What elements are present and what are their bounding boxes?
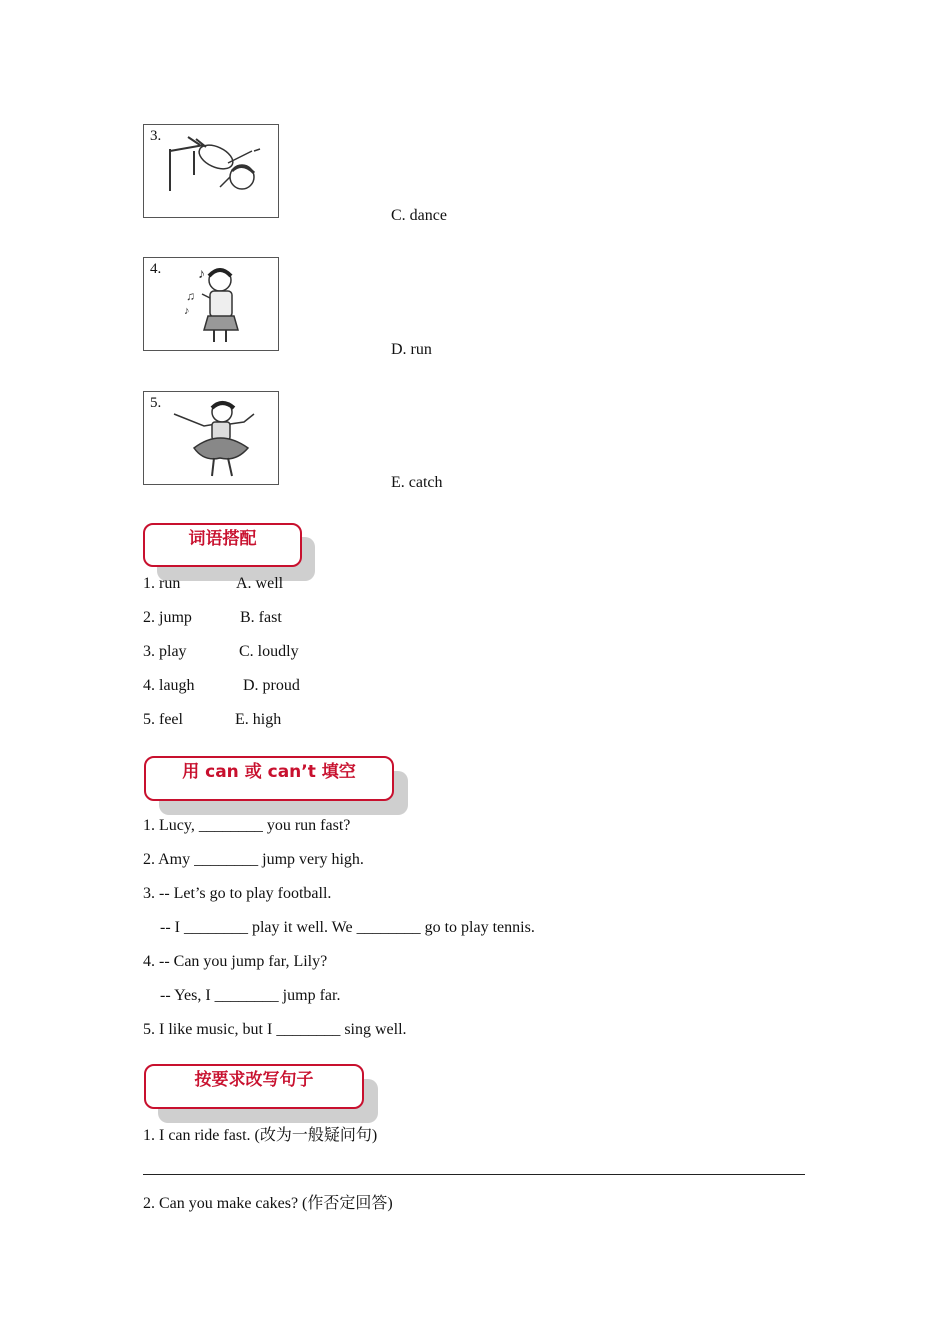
picture-5 (143, 391, 279, 485)
section-header-rewrite (144, 1064, 364, 1109)
svg-text:♪: ♪ (198, 267, 205, 282)
match-right-c: C. loudly (239, 643, 299, 660)
option-e: E. catch (391, 474, 443, 491)
section-header-fill (144, 756, 394, 801)
girl-dancing-illustration (144, 392, 280, 486)
match-left-4: 4. laugh (143, 677, 195, 694)
fill-line-5: 5. I like music, but I ________ sing well. (143, 1021, 407, 1038)
picture-number: 3. (150, 128, 162, 144)
fill-line-4: 4. -- Can you jump far, Lily? (143, 953, 328, 970)
match-right-e: E. high (235, 711, 282, 728)
answer-line[interactable] (143, 1174, 805, 1175)
svg-text:♫: ♫ (186, 289, 195, 303)
section-title: 词语搭配 (188, 529, 257, 549)
match-left-2: 2. jump (143, 609, 192, 626)
boy-jumping-over-bar-illustration (144, 125, 280, 219)
picture-3 (143, 124, 279, 218)
picture-4 (143, 257, 279, 351)
match-left-1: 1. run (143, 575, 181, 592)
girl-singing-illustration (144, 258, 280, 352)
rewrite-item-1: 1. I can ride fast. (改为一般疑问句) (143, 1127, 378, 1144)
match-right-d: D. proud (243, 677, 300, 694)
section-title: 用 can 或 can’t 填空 (182, 762, 356, 782)
fill-line-4-reply: -- Yes, I ________ jump far. (160, 987, 341, 1004)
svg-text:♪: ♪ (184, 305, 190, 317)
section-header-word-match (143, 523, 302, 567)
section-title: 按要求改写句子 (194, 1070, 314, 1090)
option-d: D. run (391, 341, 432, 358)
fill-line-3: 3. -- Let’s go to play football. (143, 885, 332, 902)
match-left-5: 5. feel (143, 711, 183, 728)
fill-line-3-reply: -- I ________ play it well. We ________ go to play tennis. (160, 919, 535, 936)
picture-number: 5. (150, 395, 162, 411)
match-left-3: 3. play (143, 643, 187, 660)
fill-line-1: 1. Lucy, ________ you run fast? (143, 817, 351, 834)
fill-line-2: 2. Amy ________ jump very high. (143, 851, 364, 868)
picture-number: 4. (150, 261, 162, 277)
option-c: C. dance (391, 207, 447, 224)
match-right-a: A. well (236, 575, 284, 592)
rewrite-item-2: 2. Can you make cakes? (作否定回答) (143, 1195, 393, 1212)
match-right-b: B. fast (240, 609, 282, 626)
